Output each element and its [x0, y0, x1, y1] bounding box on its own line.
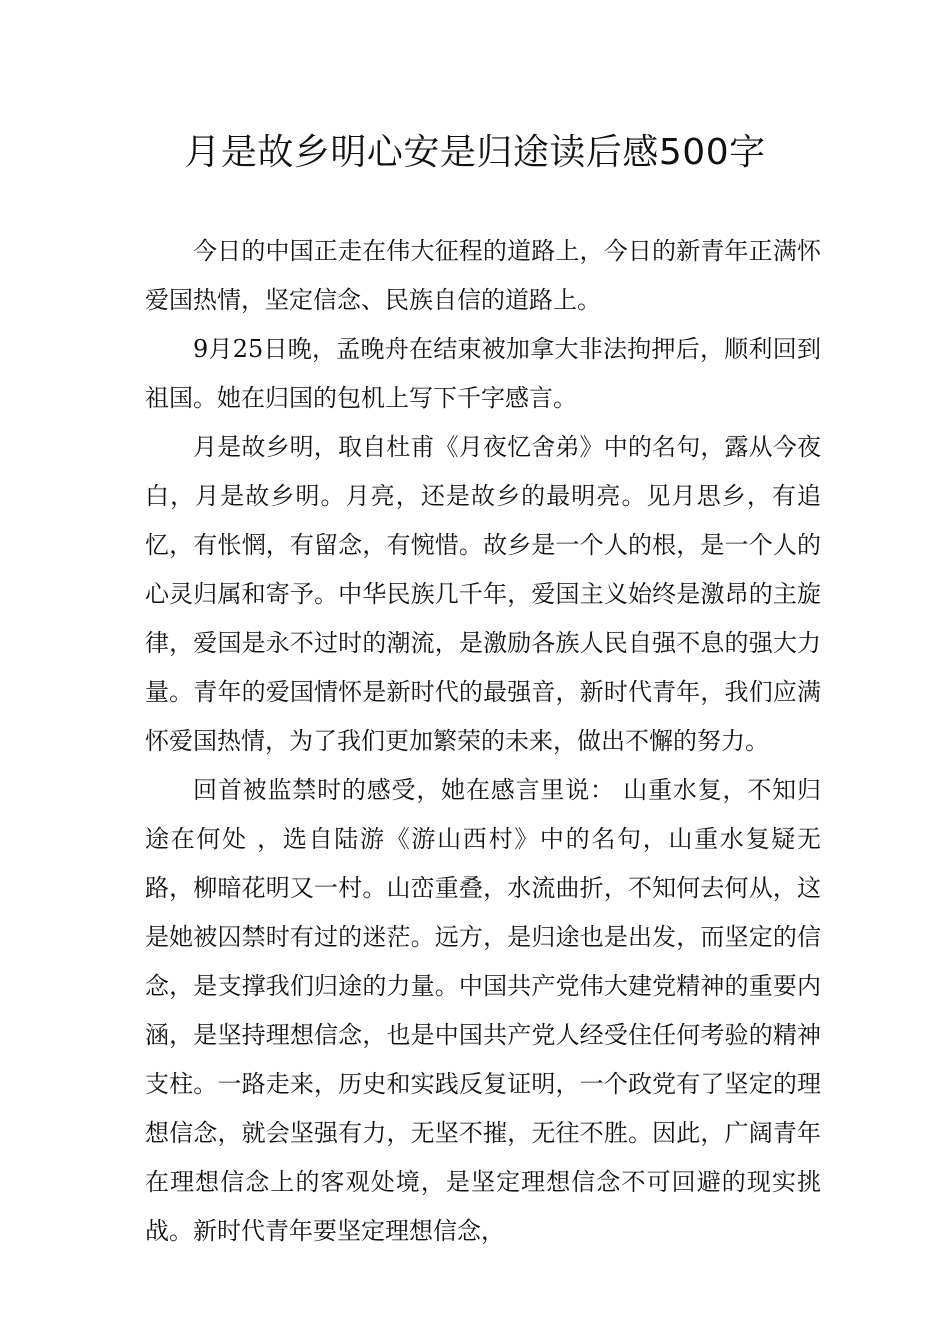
paragraph-event: 9月25日晚，孟晚舟在结束被加拿大非法拘押后，顺利回到祖国。她在归国的包机上写下千字感言。	[145, 335, 821, 412]
paragraph-intro: 今日的中国正走在伟大征程的道路上，今日的新青年正满怀爱国热情，坚定信念、民族自信的道路上。	[145, 237, 821, 314]
document-title: 月是故乡明心安是归途读后感500字	[184, 132, 766, 173]
document-body	[145, 227, 821, 1256]
paragraph-moon-hometown: 月是故乡明，取自杜甫《月夜忆舍弟》中的名句，露从今夜白，月是故乡明。月亮，还是故乡的最明亮。见月思乡，有追忆，有怅惘，有留念，有惋惜。故乡是一个人的根，是一个人的心灵归属和寄予。中华民族几千年，爱国主义始终是激昂的主旋律，爱国是永不过时的潮流，是激励各族人民自强不息的强大力量。青年的爱国情怀是新时代的最强音，新时代青年，我们应满怀爱国热情，为了我们更加繁荣的未来，做出不懈的努力。	[145, 433, 821, 755]
paragraph-belief: 回首被监禁时的感受，她在感言里说： 山重水复，不知归途在何处 ，选自陆游《游山西村》中的名句，山重水复疑无路，柳暗花明又一村。山峦重叠，水流曲折，不知何去何从，这是她被囚禁时有过的迷茫。远方，是归途也是出发，而坚定的信念，是支撑我们归途的力量。中国共产党伟大建党精神的重要内涵，是坚持理想信念，也是中国共产党人经受住任何考验的精神支柱。一路走来，历史和实践反复证明，一个政党有了坚定的理想信念，就会坚强有力，无坚不摧，无往不胜。因此，广阔青年在理想信念上的客观处境，是坚定理想信念不可回避的现实挑战。新时代青年要坚定理想信念，	[145, 776, 821, 1245]
